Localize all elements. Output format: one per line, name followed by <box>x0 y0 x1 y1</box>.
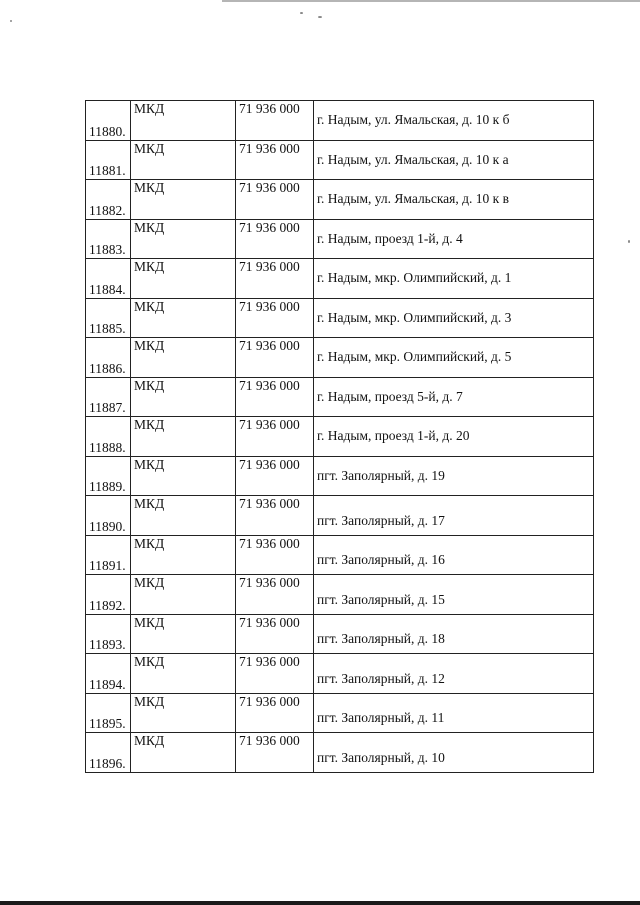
oktmo-code-cell: 71 936 000 <box>236 298 314 338</box>
row-number-cell: 11894. <box>86 654 131 694</box>
address-cell: г. Надым, мкр. Олимпийский, д. 5 <box>314 338 594 378</box>
oktmo-code-cell: 71 936 000 <box>236 693 314 733</box>
oktmo-code-cell: 71 936 000 <box>236 377 314 417</box>
row-number-cell: 11889. <box>86 456 131 496</box>
row-number-cell: 11890. <box>86 496 131 536</box>
oktmo-code-cell: 71 936 000 <box>236 654 314 694</box>
row-number-cell: 11885. <box>86 298 131 338</box>
scan-speck <box>10 20 12 22</box>
table-row <box>86 377 594 417</box>
row-number-cell: 11893. <box>86 614 131 654</box>
row-number-cell: 11880. <box>86 101 131 141</box>
address-cell: г. Надым, мкр. Олимпийский, д. 3 <box>314 298 594 338</box>
scan-edge-top <box>222 0 640 2</box>
oktmo-code-cell: 71 936 000 <box>236 456 314 496</box>
row-number-cell: 11896. <box>86 733 131 773</box>
address-cell: пгт. Заполярный, д. 18 <box>314 614 594 654</box>
object-type-cell: МКД <box>131 101 236 141</box>
table-row <box>86 575 594 615</box>
table-row <box>86 338 594 378</box>
oktmo-code-cell: 71 936 000 <box>236 101 314 141</box>
registry-table <box>85 100 594 773</box>
object-type-cell: МКД <box>131 140 236 180</box>
object-type-cell: МКД <box>131 614 236 654</box>
object-type-cell: МКД <box>131 456 236 496</box>
address-cell: пгт. Заполярный, д. 17 <box>314 496 594 536</box>
address-cell: г. Надым, проезд 5-й, д. 7 <box>314 377 594 417</box>
row-number-cell: 11881. <box>86 140 131 180</box>
address-cell: г. Надым, ул. Ямальская, д. 10 к б <box>314 101 594 141</box>
object-type-cell: МКД <box>131 496 236 536</box>
scan-speck <box>628 240 630 243</box>
oktmo-code-cell: 71 936 000 <box>236 219 314 259</box>
row-number-cell: 11887. <box>86 377 131 417</box>
object-type-cell: МКД <box>131 693 236 733</box>
table-row <box>86 101 594 141</box>
object-type-cell: МКД <box>131 377 236 417</box>
oktmo-code-cell: 71 936 000 <box>236 338 314 378</box>
table-row <box>86 535 594 575</box>
table-row <box>86 733 594 773</box>
object-type-cell: МКД <box>131 654 236 694</box>
object-type-cell: МКД <box>131 417 236 457</box>
address-cell: пгт. Заполярный, д. 15 <box>314 575 594 615</box>
address-cell: г. Надым, мкр. Олимпийский, д. 1 <box>314 259 594 299</box>
oktmo-code-cell: 71 936 000 <box>236 496 314 536</box>
object-type-cell: МКД <box>131 338 236 378</box>
address-cell: г. Надым, проезд 1-й, д. 20 <box>314 417 594 457</box>
table-row <box>86 259 594 299</box>
address-cell: пгт. Заполярный, д. 10 <box>314 733 594 773</box>
oktmo-code-cell: 71 936 000 <box>236 733 314 773</box>
object-type-cell: МКД <box>131 259 236 299</box>
row-number-cell: 11888. <box>86 417 131 457</box>
table-row <box>86 496 594 536</box>
oktmo-code-cell: 71 936 000 <box>236 575 314 615</box>
address-cell: г. Надым, ул. Ямальская, д. 10 к а <box>314 140 594 180</box>
object-type-cell: МКД <box>131 733 236 773</box>
row-number-cell: 11884. <box>86 259 131 299</box>
table-row <box>86 140 594 180</box>
oktmo-code-cell: 71 936 000 <box>236 259 314 299</box>
address-cell: г. Надым, ул. Ямальская, д. 10 к в <box>314 180 594 220</box>
row-number-cell: 11891. <box>86 535 131 575</box>
address-cell: пгт. Заполярный, д. 16 <box>314 535 594 575</box>
scan-edge-bottom <box>0 901 640 905</box>
oktmo-code-cell: 71 936 000 <box>236 614 314 654</box>
object-type-cell: МКД <box>131 575 236 615</box>
row-number-cell: 11883. <box>86 219 131 259</box>
address-cell: пгт. Заполярный, д. 12 <box>314 654 594 694</box>
oktmo-code-cell: 71 936 000 <box>236 417 314 457</box>
row-number-cell: 11892. <box>86 575 131 615</box>
address-cell: пгт. Заполярный, д. 11 <box>314 693 594 733</box>
object-type-cell: МКД <box>131 298 236 338</box>
address-cell: г. Надым, проезд 1-й, д. 4 <box>314 219 594 259</box>
oktmo-code-cell: 71 936 000 <box>236 180 314 220</box>
table-row <box>86 456 594 496</box>
oktmo-code-cell: 71 936 000 <box>236 140 314 180</box>
scan-speck <box>300 12 303 14</box>
table-row <box>86 417 594 457</box>
address-cell: пгт. Заполярный, д. 19 <box>314 456 594 496</box>
scan-speck <box>318 16 322 18</box>
row-number-cell: 11895. <box>86 693 131 733</box>
row-number-cell: 11886. <box>86 338 131 378</box>
table-row <box>86 654 594 694</box>
object-type-cell: МКД <box>131 180 236 220</box>
table-row <box>86 614 594 654</box>
table-row <box>86 219 594 259</box>
object-type-cell: МКД <box>131 535 236 575</box>
table-row <box>86 693 594 733</box>
object-type-cell: МКД <box>131 219 236 259</box>
table-row <box>86 180 594 220</box>
oktmo-code-cell: 71 936 000 <box>236 535 314 575</box>
row-number-cell: 11882. <box>86 180 131 220</box>
table-row <box>86 298 594 338</box>
